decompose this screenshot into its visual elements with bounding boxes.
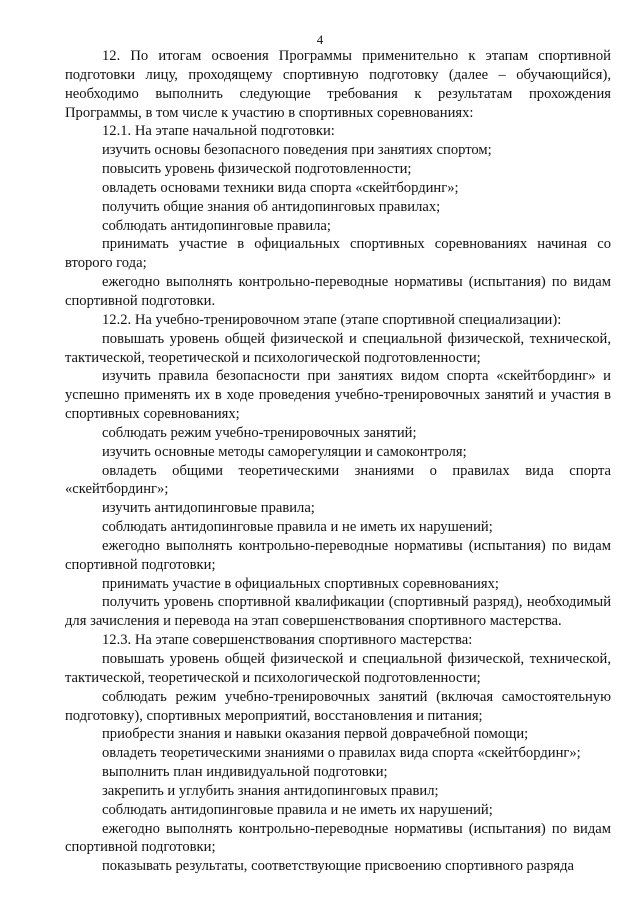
list-item: соблюдать режим учебно-тренировочных занятий; <box>102 424 417 441</box>
list-item: приобрести знания и навыки оказания первой доврачебной помощи; <box>102 726 529 743</box>
list-item: выполнить план индивидуальной подготовки; <box>102 764 388 781</box>
list-item: повышать уровень общей физической и специальной физической, технической, тактической, теоретической и психологической подготовленности; <box>65 651 611 686</box>
list-item: соблюдать антидопинговые правила; <box>102 217 331 234</box>
list-item: получить общие знания об антидопинговых правилах; <box>102 198 441 215</box>
list-item: овладеть общими теоретическими знаниями о правилах вида спорта «скейтбординг»; <box>65 462 611 498</box>
list-item: изучить основные методы саморегуляции и самоконтроля; <box>102 443 467 460</box>
list-item: изучить основы безопасного поведения при занятиях спортом; <box>102 142 492 159</box>
list-item: изучить правила безопасности при занятиях видом спорта «скейтбординг» и успешно применять их в ходе проведения учебно-тренировочных занятий и участия в спортивных соревнованиях; <box>65 368 611 423</box>
list-item: повышать уровень общей физической и специальной физической, технической, тактической, теоретической и психологической подготовленности; <box>65 330 611 366</box>
document-body <box>65 47 611 876</box>
section-heading: 12.1. На этапе начальной подготовки: <box>102 123 335 140</box>
list-item: ежегодно выполнять контрольно-переводные нормативы (испытания) по видам спортивной подготовки; <box>65 537 611 573</box>
list-item: ежегодно выполнять контрольно-переводные нормативы (испытания) по видам спортивной подготовки; <box>65 820 611 856</box>
list-item: получить уровень спортивной квалификации (спортивный разряд), необходимый для зачисления и перевода на этап совершенствования спортивного мастерства. <box>65 594 611 630</box>
section-heading: 12.3. На этапе совершенствования спортивного мастерства: <box>102 632 473 649</box>
list-item: изучить антидопинговые правила; <box>102 500 315 517</box>
list-item: принимать участие в официальных спортивных соревнованиях начиная со второго года; <box>65 236 611 272</box>
list-item: закрепить и углубить знания антидопинговых правил; <box>102 782 439 799</box>
list-item: овладеть теоретическими знаниями о правилах вида спорта «скейтбординг»; <box>102 745 581 762</box>
list-item: повысить уровень физической подготовленности; <box>102 161 412 178</box>
list-item: соблюдать режим учебно-тренировочных занятий (включая самостоятельную подготовку), спортивных мероприятий, восстановления и питания; <box>65 688 611 724</box>
list-item: овладеть основами техники вида спорта «скейтбординг»; <box>102 179 459 196</box>
paragraph: 12. По итогам освоения Программы применительно к этапам спортивной подготовки лицу, проходящему спортивную подготовку (далее – обучающийся), необходимо выполнить следующие требования к результатам прохождения Программы, в том числе к участию в спортивных соревнованиях: <box>65 48 611 121</box>
section-heading: 12.2. На учебно-тренировочном этапе (этапе спортивной специализации): <box>102 311 562 328</box>
list-item: соблюдать антидопинговые правила и не иметь их нарушений; <box>102 801 493 818</box>
list-item: показывать результаты, соответствующие присвоению спортивного разряда <box>102 858 575 875</box>
page-number: 4 <box>316 32 324 47</box>
list-item: соблюдать антидопинговые правила и не иметь их нарушений; <box>102 519 493 536</box>
list-item: ежегодно выполнять контрольно-переводные нормативы (испытания) по видам спортивной подготовки. <box>65 274 611 309</box>
list-item: принимать участие в официальных спортивных соревнованиях; <box>102 575 499 592</box>
